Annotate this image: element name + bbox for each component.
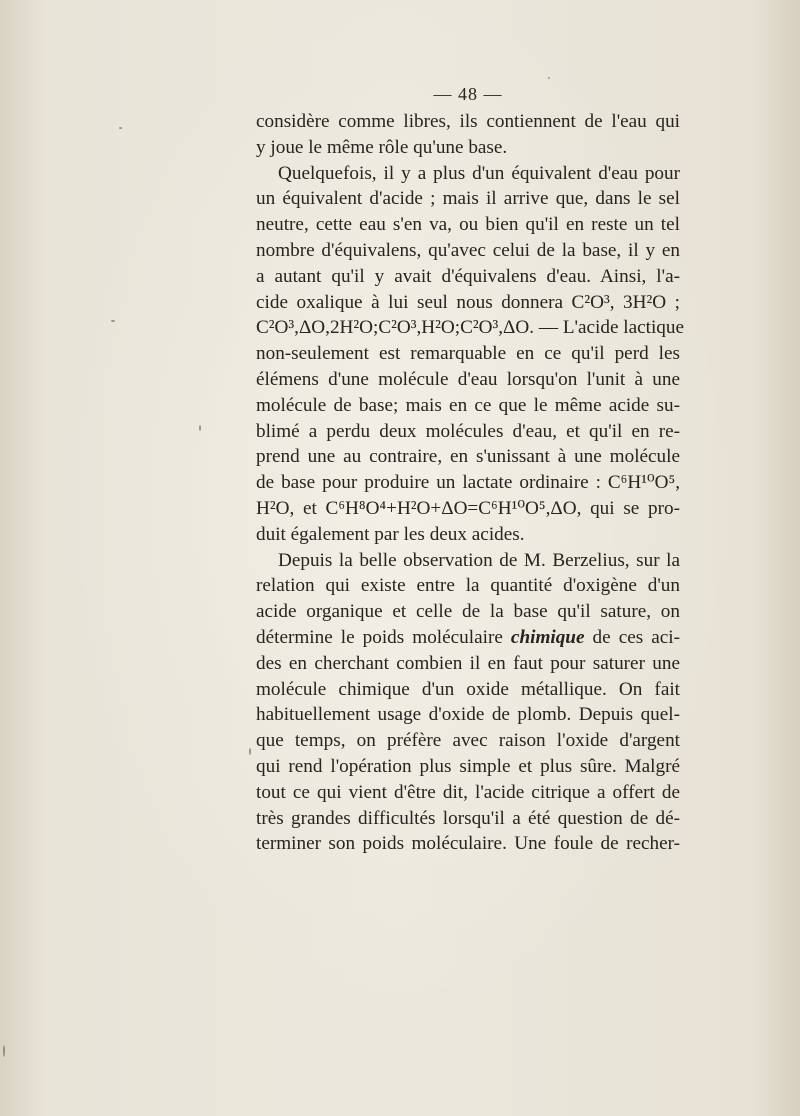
italic-word: chimique: [510, 626, 585, 648]
text-line: très grandes difficultés lorsqu'il a été question de dé-: [256, 807, 680, 829]
text-line: tout ce qui vient d'être dit, l'acide citrique a offert de: [256, 781, 680, 803]
text-line: prend une au contraire, en s'unissant à une molécule: [256, 446, 680, 468]
page-number: — 48 —: [433, 84, 503, 104]
text-line: C²O³,ΔO,2H²O;C²O³,H²O;C²O³,ΔO. — L'acide lactique: [256, 317, 684, 339]
text-line: molécule de base; mais en ce que le même acide su-: [256, 394, 680, 416]
paper-speck: [111, 320, 115, 322]
text-line: acide organique et celle de la base qu'il sature, on: [256, 601, 680, 623]
paper-speck: [199, 425, 201, 431]
text-line: neutre, cette eau s'en va, ou bien qu'il en reste un tel: [256, 214, 680, 236]
text-segment: détermine le poids moléculaire: [256, 626, 503, 648]
text-line: relation qui existe entre la quantité d'oxigène d'un: [256, 575, 680, 597]
text-line: des en cherchant combien il en faut pour saturer une: [256, 652, 680, 674]
text-line: a autant qu'il y avait d'équivalens d'eau. Ainsi, l'a-: [256, 265, 680, 287]
text-line: terminer son poids moléculaire. Une foule de recher-: [256, 833, 680, 855]
text-line: H²O, et C⁶H⁸O⁴+H²O+ΔO=C⁶H¹⁰O⁵,ΔO, qui se pro-: [256, 497, 680, 519]
text-line: cide oxalique à lui seul nous donnera C²O³, 3H²O ;: [256, 291, 680, 313]
text-line: y joue le même rôle qu'une base.: [256, 136, 508, 158]
text-line: considère comme libres, ils contiennent de l'eau qui: [256, 111, 680, 132]
text-line: molécule chimique d'un oxide métallique. On fait: [256, 678, 680, 700]
body-text: [256, 109, 684, 857]
text-line: un équivalent d'acide ; mais il arrive que, dans le sel: [256, 188, 680, 210]
paper-speck: [119, 127, 122, 129]
text-segment: de ces aci-: [584, 626, 681, 648]
text-line: Quelquefois, il y a plus d'un équivalent d'eau pour: [278, 162, 680, 184]
text-line: nombre d'équivalens, qu'avec celui de la base, il y en: [256, 239, 680, 261]
text-line: que temps, on préfère avec raison l'oxide d'argent: [256, 730, 680, 752]
text-line: habituellement usage d'oxide de plomb. Depuis quel-: [256, 704, 680, 726]
paper-speck: [548, 77, 550, 79]
text-line: qui rend l'opération plus simple et plus sûre. Malgré: [256, 755, 680, 777]
text-line: élémens d'une molécule d'eau lorsqu'on l'unit à une: [256, 368, 680, 390]
paper-speck: [249, 748, 251, 755]
text-line: duit également par les deux acides.: [256, 523, 525, 545]
paper-speck: [3, 1045, 5, 1057]
text-line: Depuis la belle observation de M. Berzelius, sur la: [278, 549, 680, 571]
text-line: de base pour produire un lactate ordinaire : C⁶H¹⁰O⁵,: [256, 472, 680, 494]
text-line: [256, 625, 680, 651]
text-line: blimé a perdu deux molécules d'eau, et qu'il en re-: [256, 420, 680, 442]
text-line: non-seulement est remarquable en ce qu'il perd les: [256, 343, 680, 365]
